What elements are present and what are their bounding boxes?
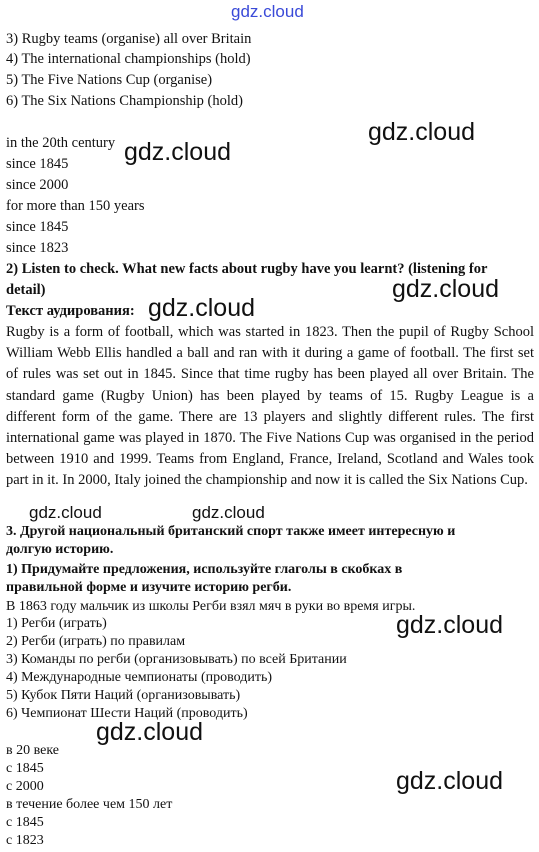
task2-heading: 2) Listen to check. What new facts about rugby have you learnt? (listening for [6,261,488,277]
time-item: в 20 веке [6,743,60,758]
list-item: 5) The Five Nations Cup (organise) [6,72,213,88]
watermark: gdz.cloud [396,767,504,795]
watermark: gdz.cloud [368,118,476,146]
time-item: since 1823 [6,240,69,256]
watermark: gdz.cloud [231,2,304,21]
time-item: с 2000 [6,779,44,794]
task3-subheading: 1) Придумайте предложения, используйте глаголы в скобках в [6,562,403,577]
watermark: gdz.cloud [124,138,232,166]
list-item: 3) Rugby teams (organise) all over Britain [6,31,252,47]
list-item: 3) Команды по регби (организовывать) по всей Британии [6,652,347,667]
list-item: 4) The international championships (hold) [6,51,251,67]
watermark: gdz.cloud [148,294,256,322]
watermark: gdz.cloud [96,718,204,746]
transcript-label: Текст аудирования: [6,303,135,319]
time-item: в течение более чем 150 лет [6,797,173,812]
time-item: с 1823 [6,833,44,848]
task3-heading: 3. Другой национальный британский спорт также имеет интересную и [6,524,456,539]
watermark: gdz.cloud [29,503,102,522]
list-item: 2) Регби (играть) по правилам [6,634,186,649]
time-item: for more than 150 years [6,198,145,214]
time-item: since 1845 [6,219,69,235]
task3-subheading: правильной форме и изучите историю регби. [6,580,292,595]
watermark: gdz.cloud [392,275,500,303]
time-item: с 1845 [6,815,44,830]
time-item: in the 20th century [6,135,116,151]
list-item: 6) Чемпионат Шести Наций (проводить) [6,706,248,721]
watermark: gdz.cloud [396,611,504,639]
time-item: since 2000 [6,177,69,193]
transcript-text: Rugby is a form of football, which was started in 1823. Then the pupil of Rugby School William Webb Ellis handled a ball and ran with it during a game of football. The first set of rules was set out in 1845. Since that time rugby has been played all over Britain. The standard game (Rugby Union) has been played by teams of 15. Rugby League is a different form of the game. There are 13 players and slightly different rules. The first international game was played in 1870. The Five Nations Cup was organised in the period between 1910 and 1999. Teams from England, France, Ireland, Scotland and Wales took part in it. In 2000, Italy joined the championship and now it is called the Six Nations Cup. [6,324,534,489]
watermark: gdz.cloud [192,503,265,522]
list-item: 5) Кубок Пяти Наций (организовывать) [6,688,241,703]
list-item: 6) The Six Nations Championship (hold) [6,93,243,109]
task2-heading: detail) [6,282,46,298]
time-item: с 1845 [6,761,44,776]
time-item: since 1845 [6,156,69,172]
task3-heading: долгую историю. [6,542,114,557]
list-item: 4) Международные чемпионаты (проводить) [6,670,272,685]
task3-intro: В 1863 году мальчик из школы Регби взял мяч в руки во время игры. [6,599,416,614]
list-item: 1) Регби (играть) [6,616,107,631]
